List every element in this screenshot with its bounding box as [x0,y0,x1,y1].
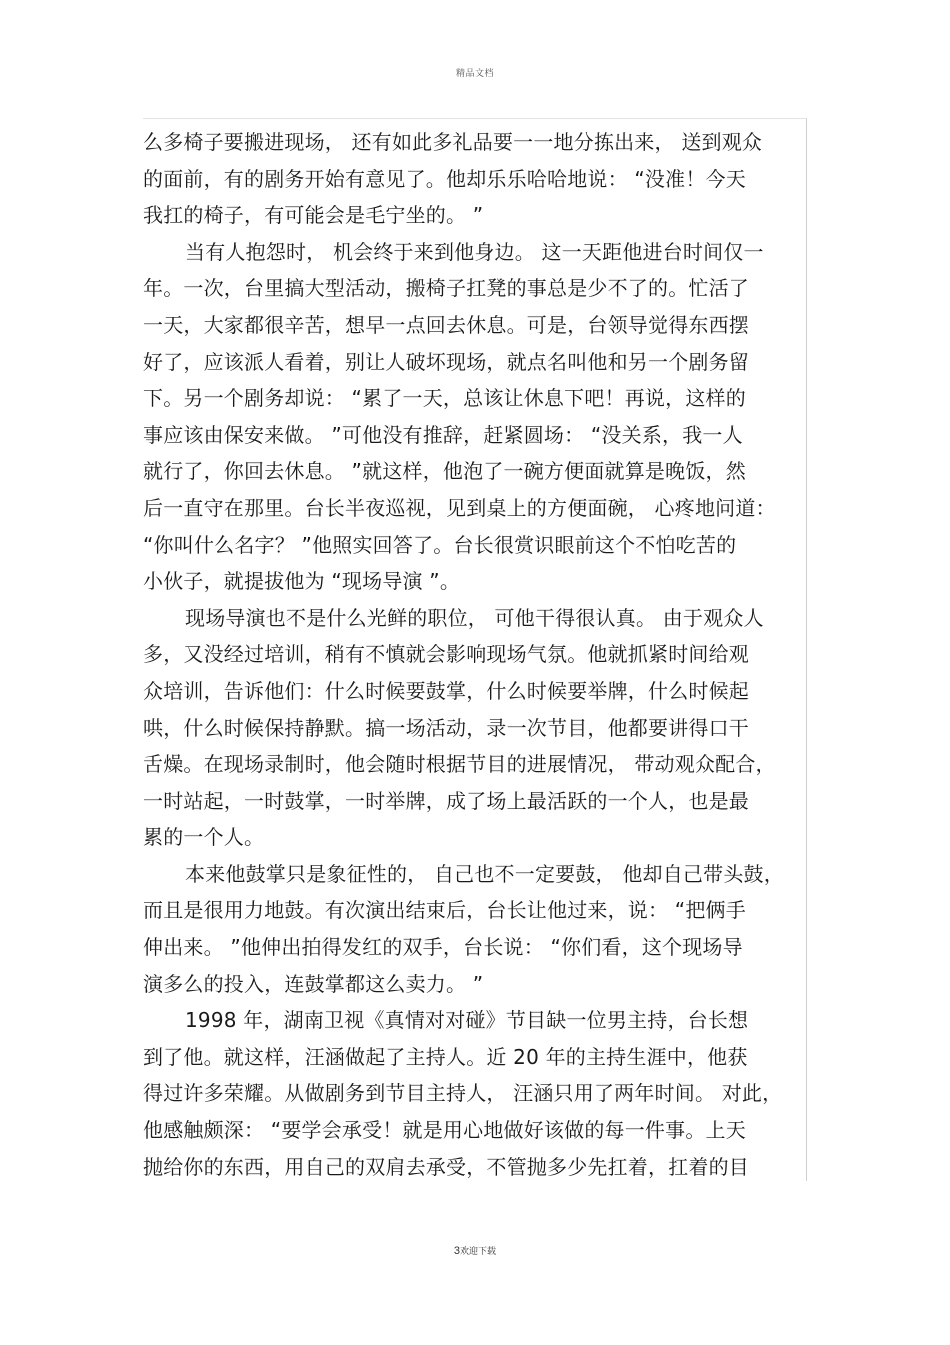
text-line: 么多椅子要搬进现场， 还有如此多礼品要一一地分拣出来， 送到观众 [143,130,763,154]
text-line: 后一直守在那里。台长半夜巡视，见到桌上的方便面碗， 心疼地问道： [143,495,776,520]
text-line: 而且是很用力地鼓。有次演出结束后，台长让他过来，说： “把俩手 [143,898,746,923]
paragraph-start-line: 当有人抱怨时， 机会终于来到他身边。 这一天距他进台时间仅一 [185,239,764,264]
text-line: 多，又没经过培训，稍有不慎就会影响现场气氛。他就抓紧时间给观 [143,642,749,667]
text-line: 的面前，有的剧务开始有意见了。他却乐乐哈哈地说： “没准！今天 [143,166,746,191]
article-body [143,124,803,1185]
text-line: 哄，什么时候保持静默。搞一场活动，录一次节目，他都要讲得口干 [143,715,749,740]
text-line: 众培训，告诉他们：什么时候要鼓掌，什么时候要举牌，什么时候起 [143,678,749,703]
paragraph-start-line: 1998 年，湖南卫视《真情对对碰》节目缺一位男主持，台长想 [185,1008,749,1033]
text-line: 抛给你的东西，用自己的双肩去承受，不管抛多少先扛着，扛着的目 [143,1154,749,1179]
text-line: “你叫什么名字？ ”他照实回答了。台长很赏识眼前这个不怕吃苦的 [143,532,737,557]
text-line: 演多么的投入，连鼓掌都这么卖力。 ” [143,971,484,996]
text-line: 好了，应该派人看着，别让人破坏现场，就点名叫他和另一个剧务留 [143,349,749,374]
text-line: 到了他。就这样，汪涵做起了主持人。近 20 年的主持生涯中，他获 [143,1044,748,1069]
text-line: 就行了，你回去休息。 ”就这样，他泡了一碗方便面就算是晚饭，然 [143,459,746,484]
paragraph-start-line: 现场导演也不是什么光鲜的职位， 可他干得很认真。 由于观众人 [185,605,764,630]
page-footer [0,1244,950,1257]
paragraph-start-line: 本来他鼓掌只是象征性的， 自己也不一定要鼓， 他却自己带头鼓， [185,861,784,886]
text-line: 得过许多荣耀。从做剧务到节目主持人， 汪涵只用了两年时间。 对此， [143,1081,783,1106]
text-line: 一天，大家都很辛苦，想早一点回去休息。可是，台领导觉得东西摆 [143,312,749,337]
text-line: 我扛的椅子，有可能会是毛宁坐的。 ” [143,203,484,228]
text-line: 舌燥。在现场录制时，他会随时根据节目的进展情况， 带动观众配合， [143,752,776,777]
text-line: 年。一次，台里搞大型活动，搬椅子扛凳的事总是少不了的。忙活了 [143,276,749,301]
text-line: 事应该由保安来做。 ”可他没有推辞，赶紧圆场： “没关系，我一人 [143,422,743,447]
footer-text: 欢迎下载 [460,1247,497,1257]
text-line: 伸出来。 ”他伸出拍得发红的双手，台长说： “你们看，这个现场导 [143,935,743,960]
text-line: 一时站起，一时鼓掌，一时举牌，成了场上最活跃的一个人，也是最 [143,788,749,813]
text-line: 下。另一个剧务却说： “累了一天，总该让休息下吧！再说，这样的 [143,386,746,411]
page-header: 精品文档 [455,69,494,79]
page-number: 3 [453,1245,461,1257]
text-line: 累的一个人。 [143,825,265,850]
text-line: 他感触颇深： “要学会承受！就是用心地做好该做的每一件事。上天 [143,1118,746,1143]
text-line: 小伙子，就提拔他为 “现场导演 ”。 [143,569,461,594]
